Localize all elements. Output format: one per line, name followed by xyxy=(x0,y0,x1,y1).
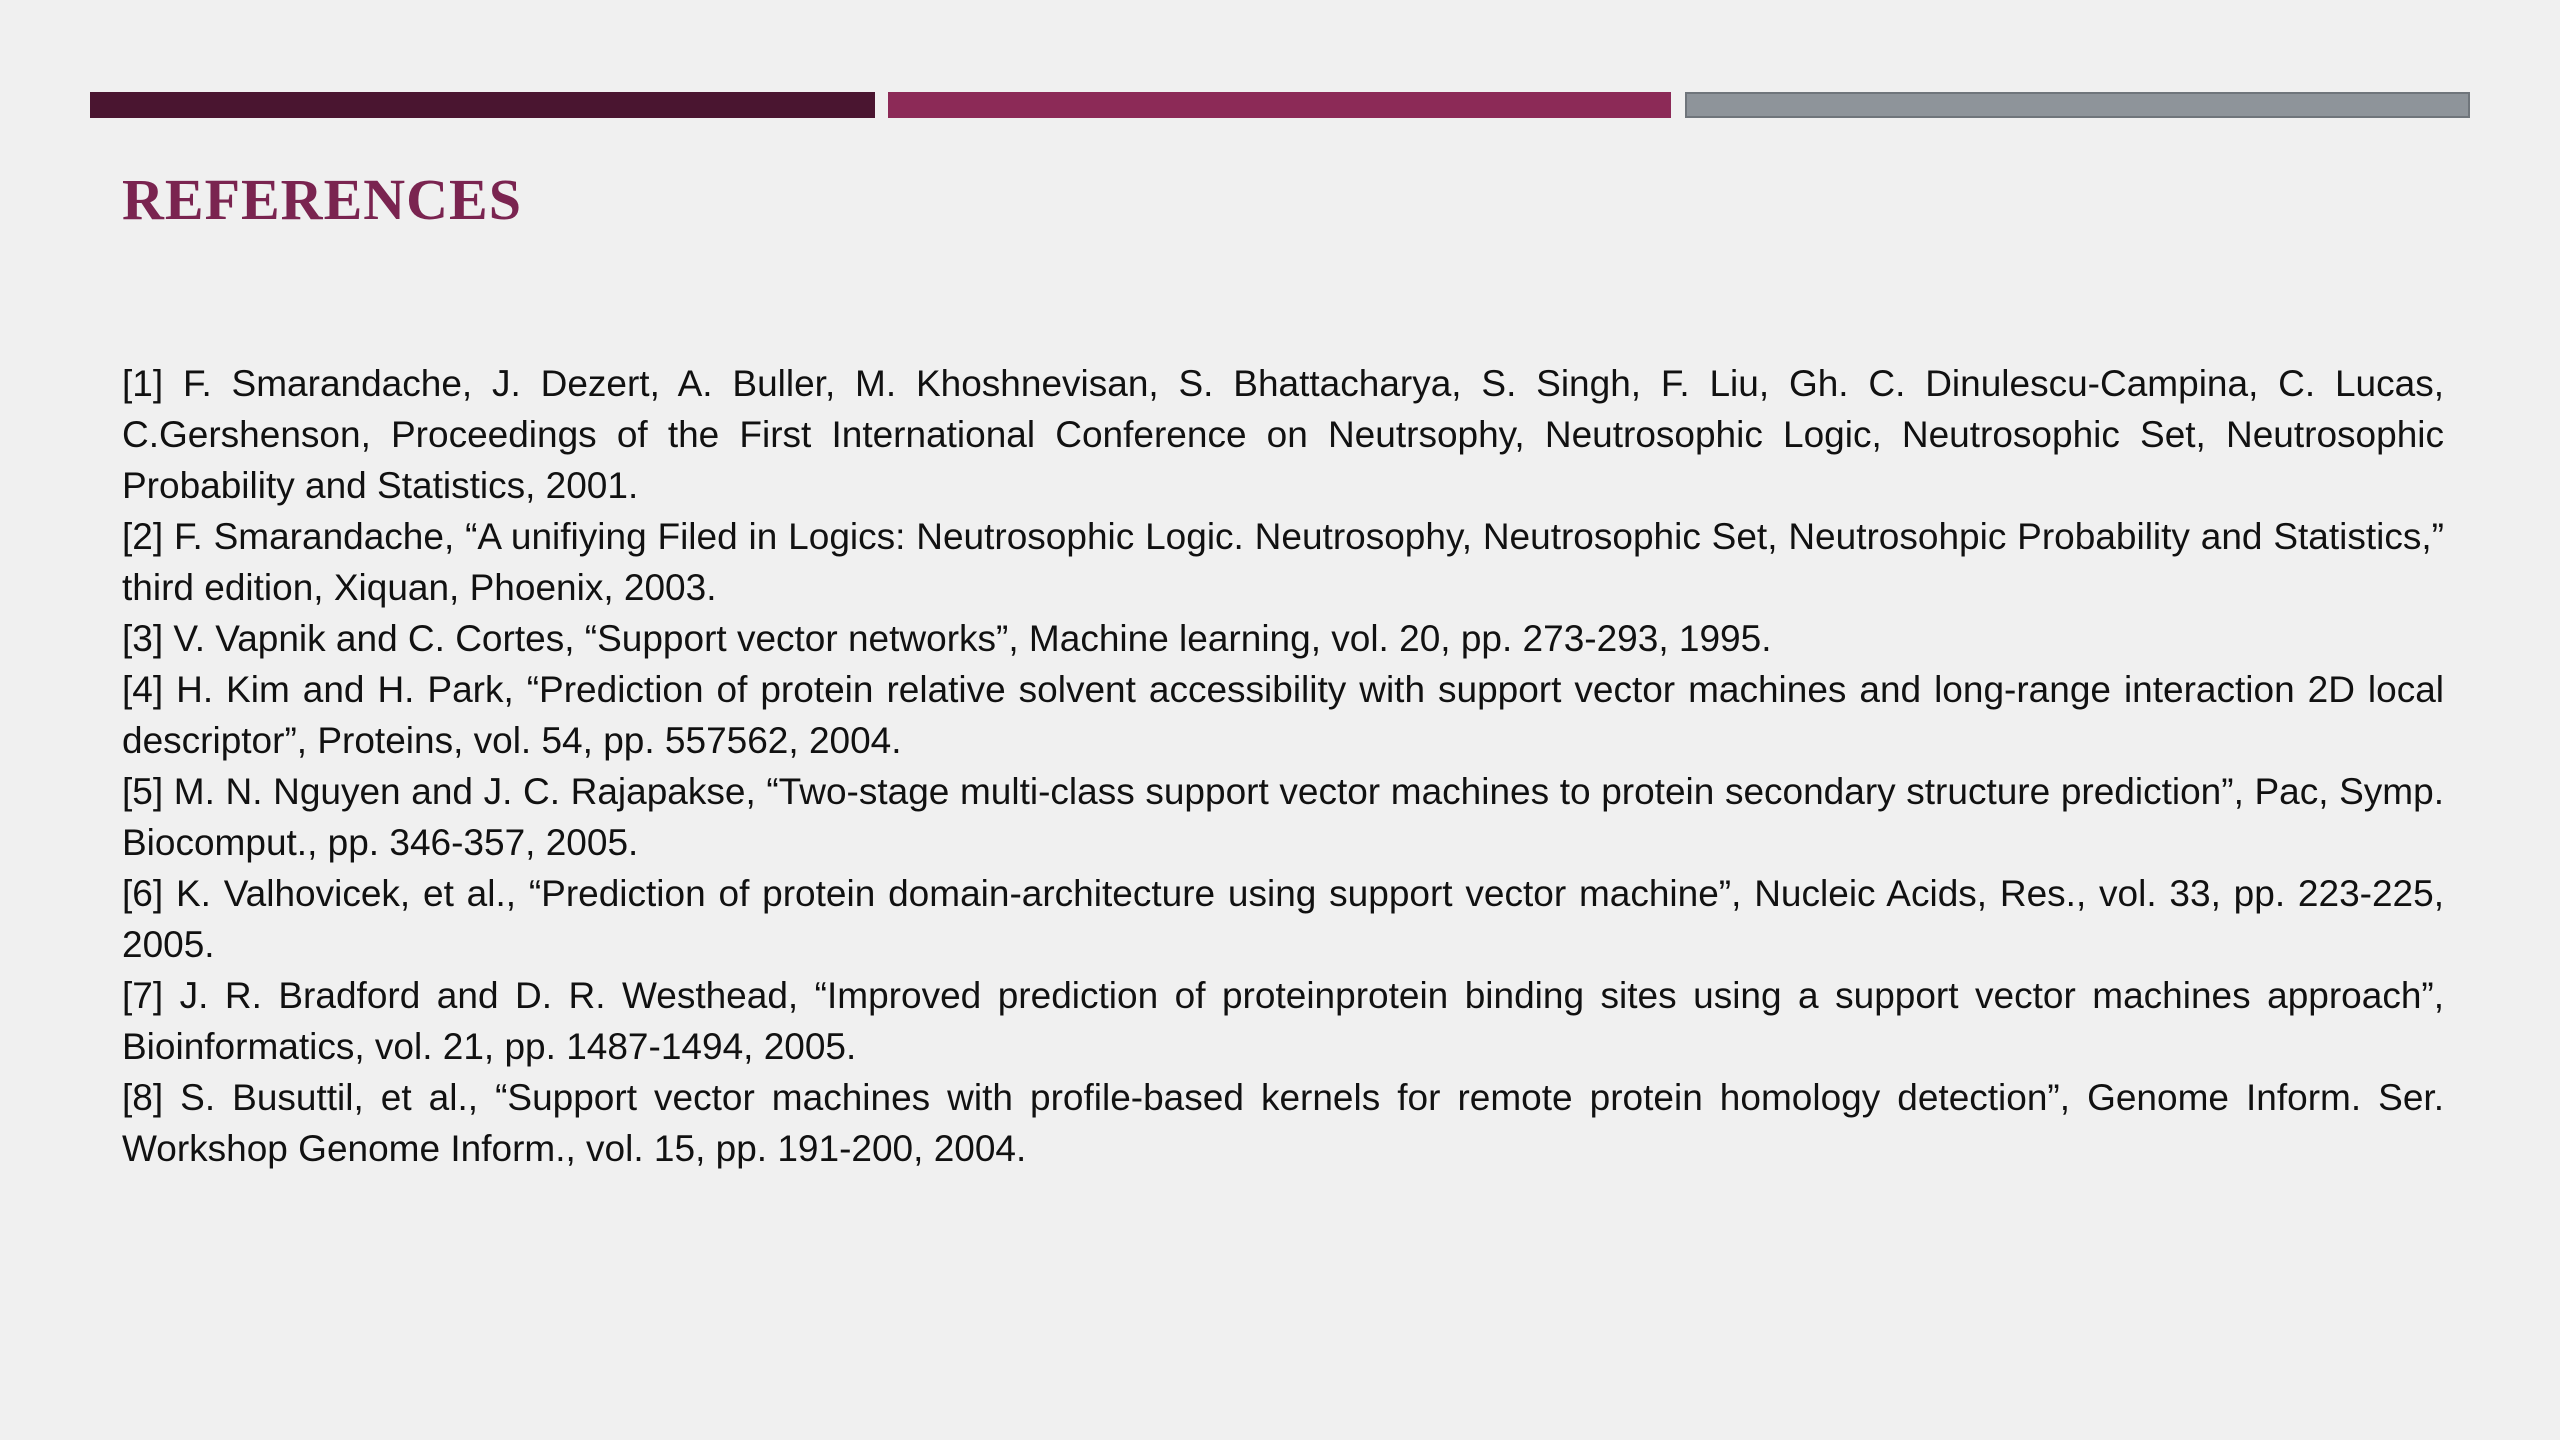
reference-item-2: [2] F. Smarandache, “A unifiying Filed in Logics: Neutrosophic Logic. Neutrosophy, Neutrosophic Set, Neutrosohpic Probability and Statistics,” third edition, Xiquan, Phoenix, 2003. xyxy=(122,516,2444,608)
reference-item-7: [7] J. R. Bradford and D. R. Westhead, “Improved prediction of proteinprotein binding sites using a support vector machines approach”, Bioinformatics, vol. 21, pp. 1487-1494, 2005. xyxy=(122,975,2444,1067)
reference-list xyxy=(122,358,2444,1174)
slide-title: REFERENCES xyxy=(122,167,522,232)
accent-bar-gray xyxy=(1685,92,2470,118)
reference-item-4: [4] H. Kim and H. Park, “Prediction of protein relative solvent accessibility with support vector machines and long-range interaction 2D local descriptor”, Proteins, vol. 54, pp. 557562, 2004. xyxy=(122,669,2444,761)
reference-item-3: [3] V. Vapnik and C. Cortes, “Support vector networks”, Machine learning, vol. 20, pp. 273-293, 1995. xyxy=(122,618,1772,659)
reference-item-1: [1] F. Smarandache, J. Dezert, A. Buller, M. Khoshnevisan, S. Bhattacharya, S. Singh, F. Liu, Gh. C. Dinulescu-Campina, C. Lucas, C.Gershenson, Proceedings of the First International Conference on Neutrsophy, Neutrosophic Logic, Neutrosophic Set, Neutrosophic Probability and Statistics, 2001. xyxy=(122,363,2444,506)
reference-item-5: [5] M. N. Nguyen and J. C. Rajapakse, “Two-stage multi-class support vector machines to protein secondary structure prediction”, Pac, Symp. Biocomput., pp. 346-357, 2005. xyxy=(122,771,2444,863)
reference-item-6: [6] K. Valhovicek, et al., “Prediction of protein domain-architecture using support vector machine”, Nucleic Acids, Res., vol. 33, pp. 223-225, 2005. xyxy=(122,873,2444,965)
accent-bar-magenta xyxy=(888,92,1671,118)
reference-item-8: [8] S. Busuttil, et al., “Support vector machines with profile-based kernels for remote protein homology detection”, Genome Inform. Ser. Workshop Genome Inform., vol. 15, pp. 191-200, 2004. xyxy=(122,1077,2444,1169)
accent-bar-dark xyxy=(90,92,875,118)
header-accent-bars xyxy=(90,92,2470,118)
